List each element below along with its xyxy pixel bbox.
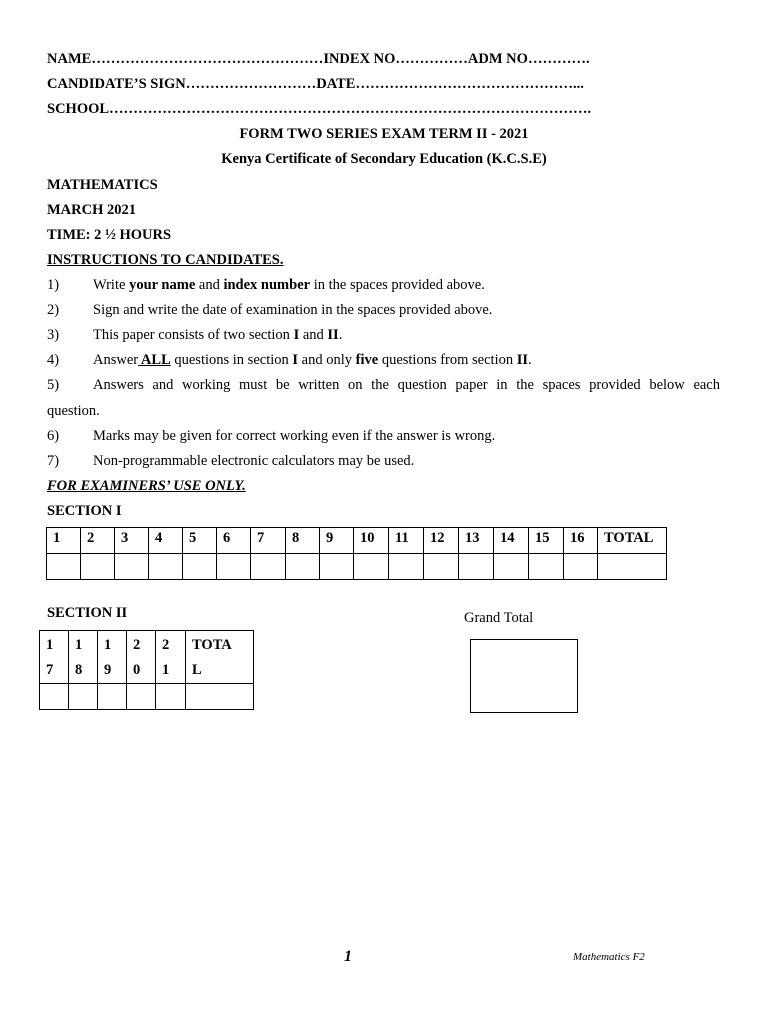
page-number: 1 [344, 948, 352, 965]
header-digit: 0 [133, 662, 141, 678]
table-header-cell: TOTAL [598, 528, 667, 554]
instruction-number: 5) [47, 377, 60, 393]
instruction-number: 6) [47, 428, 60, 444]
sign-field[interactable]: ……………………… [185, 76, 317, 92]
date-field[interactable]: ………………………………………... [355, 76, 584, 92]
score-cell[interactable] [69, 684, 98, 710]
score-cell[interactable] [98, 684, 127, 710]
header-digit: 1 [75, 637, 83, 653]
instruction-text [93, 326, 342, 344]
table-header-cell [40, 631, 69, 684]
header-digit: 7 [46, 662, 54, 678]
examiners-heading: FOR EXAMINERS’ USE ONLY. [47, 478, 246, 494]
text-run: This paper consists of two section [93, 327, 294, 343]
score-cell[interactable] [127, 684, 156, 710]
header-text: TOTA [192, 637, 232, 653]
score-cell[interactable] [251, 554, 286, 580]
total-score-cell[interactable] [186, 684, 254, 710]
table-header-cell [69, 631, 98, 684]
school-field[interactable]: ………………………………………………………………………………………. [109, 101, 592, 117]
sign-label: CANDIDATE’S SIGN [47, 76, 186, 92]
table-header-cell [156, 631, 186, 684]
score-cell[interactable] [115, 554, 149, 580]
header-digit: 1 [162, 662, 170, 678]
score-cell[interactable] [424, 554, 459, 580]
section-1-label: SECTION I [47, 503, 122, 519]
grand-total-box[interactable] [470, 639, 578, 713]
score-cell[interactable] [81, 554, 115, 580]
bold-run: five [355, 352, 379, 368]
instruction-number: 3) [47, 327, 60, 343]
table-header-row [47, 528, 667, 554]
score-cell[interactable] [40, 684, 69, 710]
score-cell[interactable] [320, 554, 354, 580]
text-run: questions from section [378, 352, 517, 368]
table-score-row [40, 684, 254, 710]
table-header-cell: 6 [217, 528, 251, 554]
score-cell[interactable] [149, 554, 183, 580]
instruction-number: 1) [47, 277, 60, 293]
instruction-continuation: question. [47, 403, 100, 419]
candidate-name-line [47, 50, 590, 68]
score-cell[interactable] [156, 684, 186, 710]
table-header-cell: 2 [81, 528, 115, 554]
text-run: and [299, 327, 328, 343]
table-header-cell [127, 631, 156, 684]
text-run: Answer [93, 352, 139, 368]
school-label: SCHOOL [47, 101, 110, 117]
grand-total-label: Grand Total [464, 610, 534, 626]
table-header-cell: 4 [149, 528, 183, 554]
table-header-cell: 9 [320, 528, 354, 554]
footer-subject: Mathematics F2 [573, 951, 645, 963]
instructions-heading: INSTRUCTIONS TO CANDIDATES. [47, 252, 284, 268]
bold-run: II [516, 352, 529, 368]
score-cell[interactable] [47, 554, 81, 580]
header-digit: 8 [75, 662, 83, 678]
instruction-number: 4) [47, 352, 60, 368]
table-header-cell: 10 [354, 528, 389, 554]
exam-subtitle: Kenya Certificate of Secondary Education (K.C.S.E) [221, 151, 547, 167]
table-header-cell: 3 [115, 528, 149, 554]
bold-run: II [327, 327, 339, 343]
instruction-text: Answers and working must be written on the question paper in the spaces provided below each [93, 377, 720, 393]
header-digit: 1 [104, 637, 112, 653]
table-header-cell: 16 [564, 528, 598, 554]
index-field[interactable]: …………… [395, 51, 468, 67]
text-run: questions in section [170, 352, 293, 368]
table-header-cell [98, 631, 127, 684]
table-header-cell: 7 [251, 528, 286, 554]
instruction-text [93, 351, 532, 369]
instruction-number: 7) [47, 453, 60, 469]
score-cell[interactable] [354, 554, 389, 580]
score-cell[interactable] [459, 554, 494, 580]
text-run: in the spaces provided above. [310, 277, 485, 293]
table-header-cell: 15 [529, 528, 564, 554]
exam-title: FORM TWO SERIES EXAM TERM II - 2021 [239, 126, 529, 142]
score-cell[interactable] [183, 554, 217, 580]
section-2-label: SECTION II [47, 605, 128, 621]
candidate-sign-line [47, 75, 584, 93]
total-score-cell[interactable] [598, 554, 667, 580]
school-line [47, 100, 591, 118]
bold-run: I [293, 327, 300, 343]
table-header-cell [186, 631, 254, 684]
section-1-marks-table [46, 527, 667, 580]
header-text: L [192, 662, 202, 678]
score-cell[interactable] [494, 554, 529, 580]
score-cell[interactable] [529, 554, 564, 580]
name-field[interactable]: ………………………………………… [91, 51, 324, 67]
bold-run: I [292, 352, 299, 368]
exam-duration: TIME: 2 ½ HOURS [47, 227, 172, 243]
table-score-row [47, 554, 667, 580]
score-cell[interactable] [389, 554, 424, 580]
header-digit: 9 [104, 662, 112, 678]
table-header-cell: 12 [424, 528, 459, 554]
instruction-text: Sign and write the date of examination in the spaces provided above. [93, 302, 493, 318]
subject-heading: MATHEMATICS [47, 177, 158, 193]
table-header-cell: 5 [183, 528, 217, 554]
adm-label: ADM NO [467, 51, 528, 67]
instruction-text: Non-programmable electronic calculators may be used. [93, 453, 415, 469]
text-run: Write [93, 277, 130, 293]
text-run: . [338, 327, 343, 343]
exam-month: MARCH 2021 [47, 202, 137, 218]
section-2-marks-table [39, 630, 254, 710]
date-label: DATE [316, 76, 356, 92]
header-digit: 1 [46, 637, 54, 653]
table-header-cell: 1 [47, 528, 81, 554]
text-run: . [528, 352, 532, 368]
name-label: NAME [47, 51, 92, 67]
header-digit: 2 [133, 637, 141, 653]
text-run: and only [298, 352, 356, 368]
table-header-row [40, 631, 254, 684]
score-cell[interactable] [286, 554, 320, 580]
score-cell[interactable] [564, 554, 598, 580]
instruction-text [93, 276, 485, 294]
score-cell[interactable] [217, 554, 251, 580]
table-header-cell: 11 [389, 528, 424, 554]
bold-run: your name [129, 277, 196, 293]
header-digit: 2 [162, 637, 170, 653]
adm-field[interactable]: …………. [527, 51, 590, 67]
bold-underline-run: ALL [138, 352, 171, 368]
instruction-number: 2) [47, 302, 60, 318]
table-header-cell: 8 [286, 528, 320, 554]
table-header-cell: 14 [494, 528, 529, 554]
text-run: and [195, 277, 224, 293]
index-label: INDEX NO [323, 51, 396, 67]
instruction-text: Marks may be given for correct working even if the answer is wrong. [93, 428, 496, 444]
bold-run: index number [223, 277, 311, 293]
table-header-cell: 13 [459, 528, 494, 554]
